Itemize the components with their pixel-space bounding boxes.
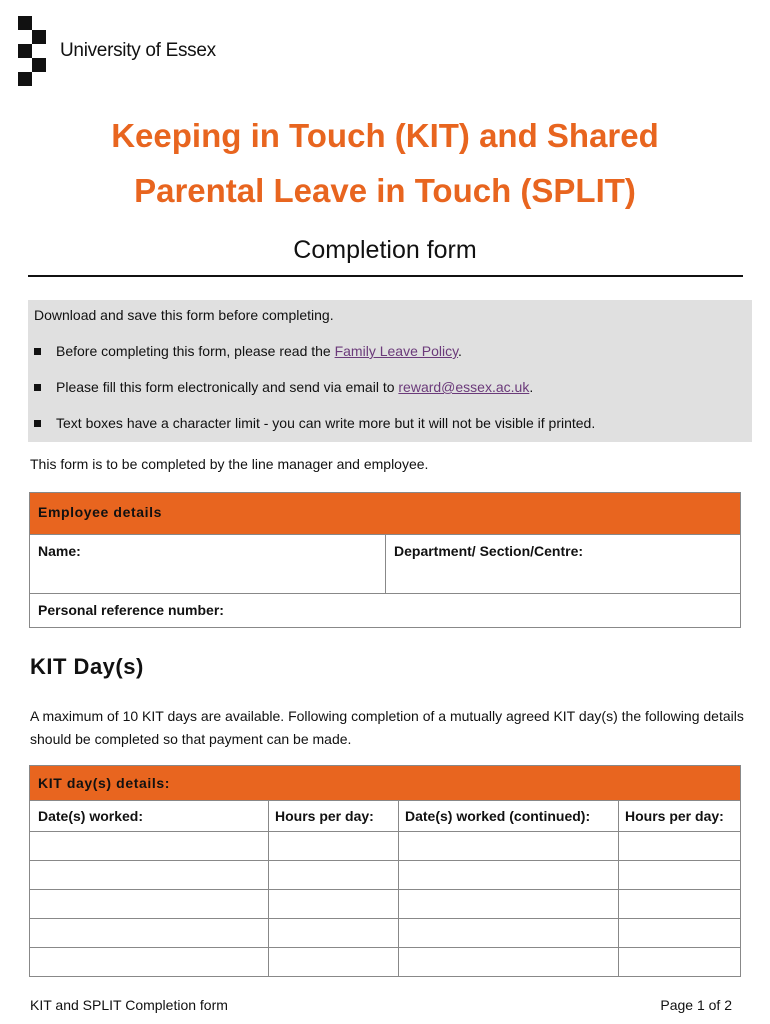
page-subtitle: Completion form — [293, 236, 477, 264]
employee-details-table — [29, 492, 741, 628]
table-cell-input[interactable] — [399, 890, 619, 919]
instructions-box — [28, 300, 752, 442]
table-cell-input[interactable] — [269, 919, 399, 948]
table-cell-input[interactable] — [30, 919, 269, 948]
title-line-2: Parental Leave in Touch (SPLIT) — [134, 172, 636, 209]
instruction-punct: . — [458, 343, 462, 359]
table-cell-input[interactable] — [619, 832, 741, 861]
logo-checker-square — [18, 16, 32, 30]
table-cell-input[interactable] — [30, 861, 269, 890]
university-logo — [18, 16, 228, 86]
divider — [28, 275, 743, 277]
instruction-item — [34, 343, 462, 359]
reward-email-link[interactable]: reward@essex.ac.uk — [398, 379, 530, 395]
table-cell-input[interactable] — [269, 832, 399, 861]
instruction-text: Before completing this form, please read the — [56, 343, 335, 359]
table-cell-input[interactable] — [619, 948, 741, 977]
bullet-square-icon — [34, 420, 41, 427]
table-row — [30, 890, 741, 919]
table-row — [30, 832, 741, 861]
instruction-punct: . — [529, 379, 534, 395]
logo-checker-square — [18, 44, 32, 58]
instruction-item — [34, 379, 533, 395]
col-dates-worked-label: Date(s) worked: — [38, 808, 144, 824]
col-dates-worked — [30, 801, 269, 832]
name-field[interactable] — [30, 535, 386, 594]
bullet-square-icon — [34, 348, 41, 355]
kit-heading: KIT Day(s) — [30, 654, 144, 679]
col-hours-per-day — [269, 801, 399, 832]
personal-reference-field[interactable] — [30, 594, 741, 628]
table-cell-input[interactable] — [269, 890, 399, 919]
table-cell-input[interactable] — [30, 948, 269, 977]
col-dates-worked-continued-label: Date(s) worked (continued): — [405, 808, 591, 824]
table-cell-input[interactable] — [269, 861, 399, 890]
page-title — [0, 108, 770, 218]
col-hours-per-day-2-label: Hours per day: — [625, 808, 724, 824]
table-cell-input[interactable] — [399, 861, 619, 890]
kit-description: A maximum of 10 KIT days are available. Following completion of a mutually agreed KIT day(s) the following details should be completed so that payment can be made. — [30, 708, 744, 747]
employee-details-header-label: Employee details — [38, 504, 162, 520]
table-cell-input[interactable] — [619, 890, 741, 919]
kit-details-header — [30, 766, 741, 801]
instruction-text: Text boxes have a character limit - you can write more but it will not be visible if printed. — [56, 415, 596, 431]
table-row — [30, 948, 741, 977]
col-hours-per-day-label: Hours per day: — [275, 808, 374, 824]
footer-document-name: KIT and SPLIT Completion form — [30, 997, 228, 1013]
instructions-lead: Download and save this form before completing. — [34, 307, 334, 323]
table-row — [30, 919, 741, 948]
bullet-square-icon — [34, 384, 41, 391]
personal-reference-label: Personal reference number: — [38, 602, 224, 618]
table-cell-input[interactable] — [30, 832, 269, 861]
col-dates-worked-continued — [399, 801, 619, 832]
table-cell-input[interactable] — [399, 919, 619, 948]
logo-checker-square — [32, 58, 46, 72]
table-cell-input[interactable] — [399, 948, 619, 977]
table-row — [30, 861, 741, 890]
logo-text: University of Essex — [60, 40, 216, 61]
table-cell-input[interactable] — [30, 890, 269, 919]
intro-text: This form is to be completed by the line manager and employee. — [30, 456, 429, 472]
department-field[interactable] — [386, 535, 741, 594]
logo-checker-square — [32, 30, 46, 44]
title-line-1: Keeping in Touch (KIT) and Shared — [111, 117, 659, 154]
table-cell-input[interactable] — [619, 861, 741, 890]
instruction-item — [34, 415, 595, 431]
col-hours-per-day-2 — [619, 801, 741, 832]
name-label: Name: — [38, 543, 81, 559]
footer-page-number: Page 1 of 2 — [660, 997, 732, 1013]
instruction-text: Please fill this form electronically and send via email to — [56, 379, 399, 395]
table-cell-input[interactable] — [399, 832, 619, 861]
kit-details-table — [29, 765, 741, 977]
employee-details-header — [30, 493, 741, 535]
family-leave-policy-link[interactable]: Family Leave Policy — [334, 343, 459, 359]
kit-details-header-label: KIT day(s) details: — [38, 775, 170, 791]
logo-checker-square — [18, 72, 32, 86]
table-cell-input[interactable] — [619, 919, 741, 948]
department-label: Department/ Section/Centre: — [394, 543, 584, 559]
table-cell-input[interactable] — [269, 948, 399, 977]
